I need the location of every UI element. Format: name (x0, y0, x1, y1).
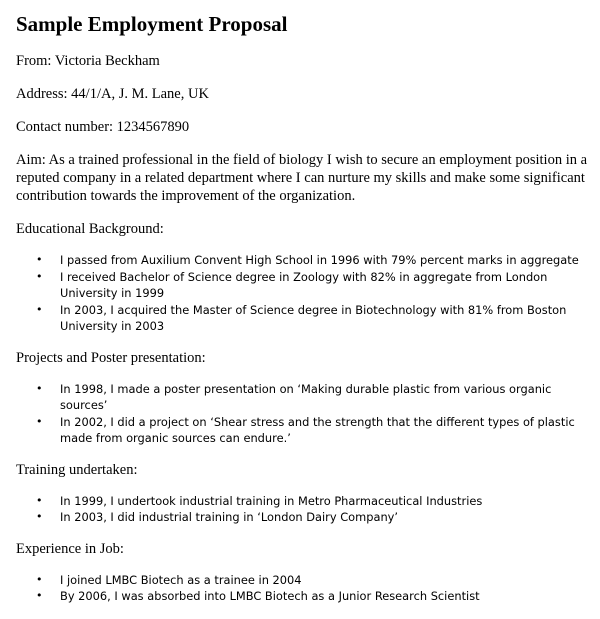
bullet-icon: • (36, 493, 43, 507)
training-list (16, 493, 588, 526)
bullet-icon: • (36, 253, 43, 266)
bullet-icon: • (36, 572, 43, 586)
section-heading-projects: Projects and Poster presentation: (16, 349, 206, 366)
document-page (16, 10, 588, 619)
list-item (16, 588, 588, 605)
bullet-icon: • (36, 381, 43, 395)
section-heading-experience: Experience in Job: (16, 540, 124, 557)
list-item-text: In 1999, I undertook industrial training in Metro Pharmaceutical Industries (60, 493, 483, 508)
list-item-text: I received Bachelor of Science degree in Zoology with 82% in aggregate from London University in 1999 (60, 269, 548, 300)
section-heading-education: Educational Background: (16, 221, 164, 237)
list-item (16, 302, 588, 335)
list-item (16, 509, 588, 526)
list-item (16, 381, 588, 414)
bullet-icon: • (36, 510, 43, 523)
list-item (16, 269, 588, 302)
list-item (16, 493, 588, 510)
list-item-text: In 2002, I did a project on ‘Shear stress and the strength that the different types of plastic made from organic sources can endure.’ (60, 414, 575, 445)
bullet-icon: • (36, 302, 43, 316)
list-item (16, 414, 588, 447)
list-item-text: In 2003, I acquired the Master of Science degree in Biotechnology with 81% from Boston University in 2003 (60, 302, 567, 333)
list-item (16, 252, 588, 269)
list-item-text: In 1998, I made a poster presentation on ‘Making durable plastic from various organic sources’ (60, 381, 552, 412)
address-line: Address: 44/1/A, J. M. Lane, UK (16, 86, 209, 102)
section-heading-training: Training undertaken: (16, 461, 138, 478)
document-title: Sample Employment Proposal (16, 12, 288, 36)
list-item (16, 572, 588, 589)
list-item-text: In 2003, I did industrial training in ‘London Dairy Company’ (60, 510, 399, 524)
list-item-text: I joined LMBC Biotech as a trainee in 2004 (60, 572, 302, 587)
bullet-icon: • (36, 269, 43, 283)
aim-paragraph: Aim: As a trained professional in the field of biology I wish to secure an employment position in a reputed company in a related department where I can nurture my skills and make some significant contribution towards the improvement of the organization. (16, 152, 588, 204)
bullet-icon: • (36, 589, 43, 602)
bullet-icon: • (36, 414, 43, 428)
contact-line: Contact number: 1234567890 (16, 119, 190, 135)
list-item-text: I passed from Auxilium Convent High School in 1996 with 79% percent marks in aggregate (60, 253, 579, 267)
education-list (16, 252, 588, 335)
projects-list (16, 381, 588, 447)
from-line: From: Victoria Beckham (16, 53, 160, 69)
experience-list (16, 572, 588, 605)
list-item-text: By 2006, I was absorbed into LMBC Biotech as a Junior Research Scientist (60, 589, 480, 603)
